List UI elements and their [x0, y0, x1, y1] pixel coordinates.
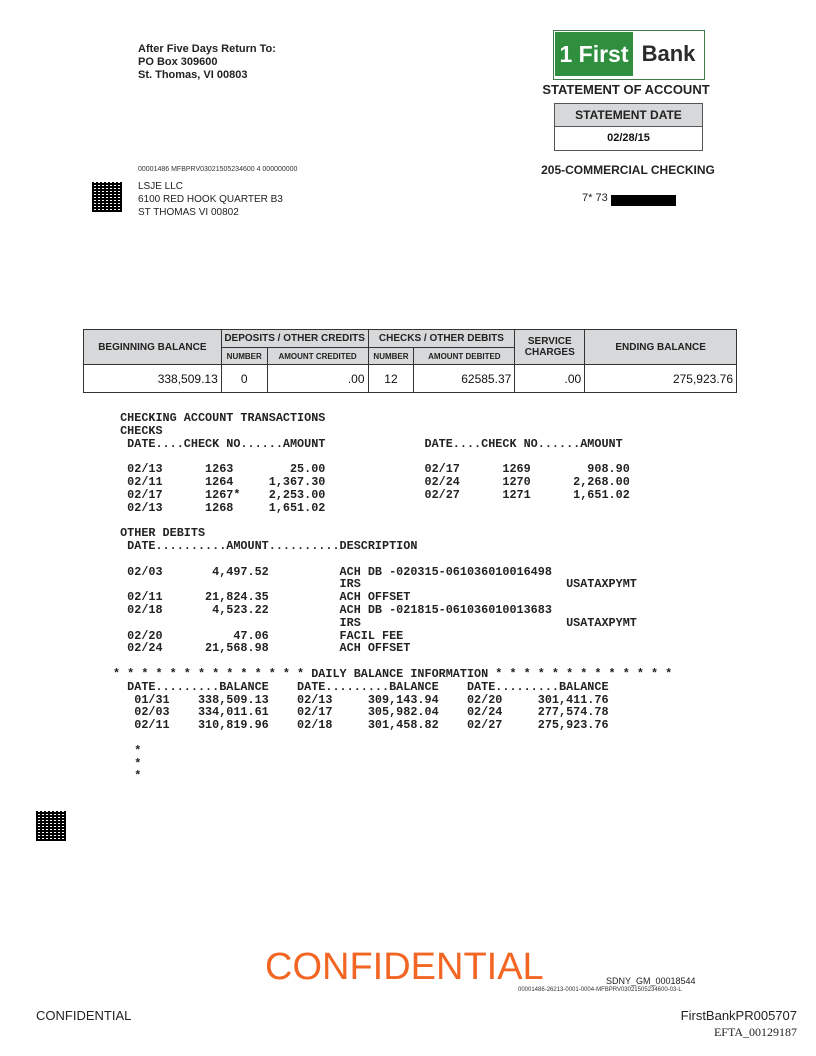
account-number: 7* 73 [582, 192, 608, 204]
sdny-bates: SDNY_GM_00018544 [606, 976, 696, 986]
redaction-bar [611, 195, 676, 206]
return-address-line2: PO Box 309600 [138, 56, 218, 68]
statement-date-label: STATEMENT DATE [555, 104, 702, 127]
return-address-line3: St. Thomas, VI 00803 [138, 69, 248, 81]
header-ending-balance: ENDING BALANCE [585, 330, 737, 365]
footer-control-line: 00001486-26213-0001-0004-MFBPRV03021505234600-03-L [518, 987, 682, 993]
bates-number: FirstBankPR005707 [680, 1008, 797, 1023]
logo-first: 1 First [555, 32, 633, 76]
header-beginning-balance: BEGINNING BALANCE [84, 330, 222, 365]
customer-name: LSJE LLC [138, 181, 184, 192]
barcode-icon [36, 811, 66, 841]
header-amount-debited: AMOUNT DEBITED [414, 348, 515, 365]
return-address [138, 43, 276, 82]
value-deposits-number: 0 [221, 365, 267, 393]
account-type: 205-COMMERCIAL CHECKING [541, 163, 715, 177]
confidential-stamp: CONFIDENTIAL [265, 946, 544, 988]
customer-city: ST THOMAS VI 00802 [138, 207, 239, 218]
logo-bank: Bank [641, 41, 696, 66]
statement-title: STATEMENT OF ACCOUNT [542, 82, 710, 97]
mail-control-line: 00001486 MFBPRV03021505234600 4 000000000 [138, 166, 298, 173]
value-amount-debited: 62585.37 [414, 365, 515, 393]
customer-street: 6100 RED HOOK QUARTER B3 [138, 194, 283, 205]
header-amount-credited: AMOUNT CREDITED [267, 348, 368, 365]
value-service-charges: .00 [515, 365, 585, 393]
value-beginning-balance: 338,509.13 [84, 365, 222, 393]
header-deposits: DEPOSITS / OTHER CREDITS [221, 330, 368, 348]
statement-date-value: 02/28/15 [607, 132, 650, 144]
firstbank-logo [553, 30, 705, 80]
header-service-charges: SERVICE CHARGES [515, 330, 585, 365]
confidential-label: CONFIDENTIAL [36, 1008, 132, 1023]
statement-date-box [554, 103, 703, 151]
header-checks: CHECKS / OTHER DEBITS [368, 330, 515, 348]
transactions-listing: CHECKING ACCOUNT TRANSACTIONS CHECKS DATE....CHECK NO......AMOUNT DATE....CHECK NO......AMOUNT 02/13 1263 25.00 02/17 1269 908.90 02/11 1264 1,367.30 02/24 1270 2,268.00 02/17 1267* 2,253.00 02/27 1271 1,651.02 02/13 1268 1,651.02 OTHER DEBITS DATE..........AMOUNT..........DESCRIPTION 02/03 4,497.52 ACH DB -020315-061036010016498 IRS USATAXPYMT 02/11 21,824.35 ACH OFFSET 02/18 4,523.22 ACH DB -021815-061036010013683 IRS USATAXPYMT 02/20 47.06 FACIL FEE 02/24 21,568.98 ACH OFFSET * * * * * * * * * * * * * * DAILY BALANCE INFORMATION * * * * * * * * * * * * * DATE.........BALANCE DATE.........BALANCE DATE.........BALANCE 01/31 338,509.13 02/13 309,143.94 02/20 301,411.76 02/03 334,011.61 02/17 305,982.04 02/24 277,574.78 02/11 310,819.96 02/18 301,458.82 02/27 275,923.76 * * * [113, 411, 673, 784]
efta-number: EFTA_00129187 [713, 1025, 797, 1039]
account-summary-table [83, 329, 737, 393]
value-ending-balance: 275,923.76 [585, 365, 737, 393]
value-checks-number: 12 [368, 365, 414, 393]
mailing-address [138, 180, 283, 219]
value-amount-credited: .00 [267, 365, 368, 393]
header-checks-number: NUMBER [368, 348, 414, 365]
header-deposits-number: NUMBER [221, 348, 267, 365]
barcode-icon [92, 182, 122, 212]
return-address-line1: After Five Days Return To: [138, 43, 276, 55]
